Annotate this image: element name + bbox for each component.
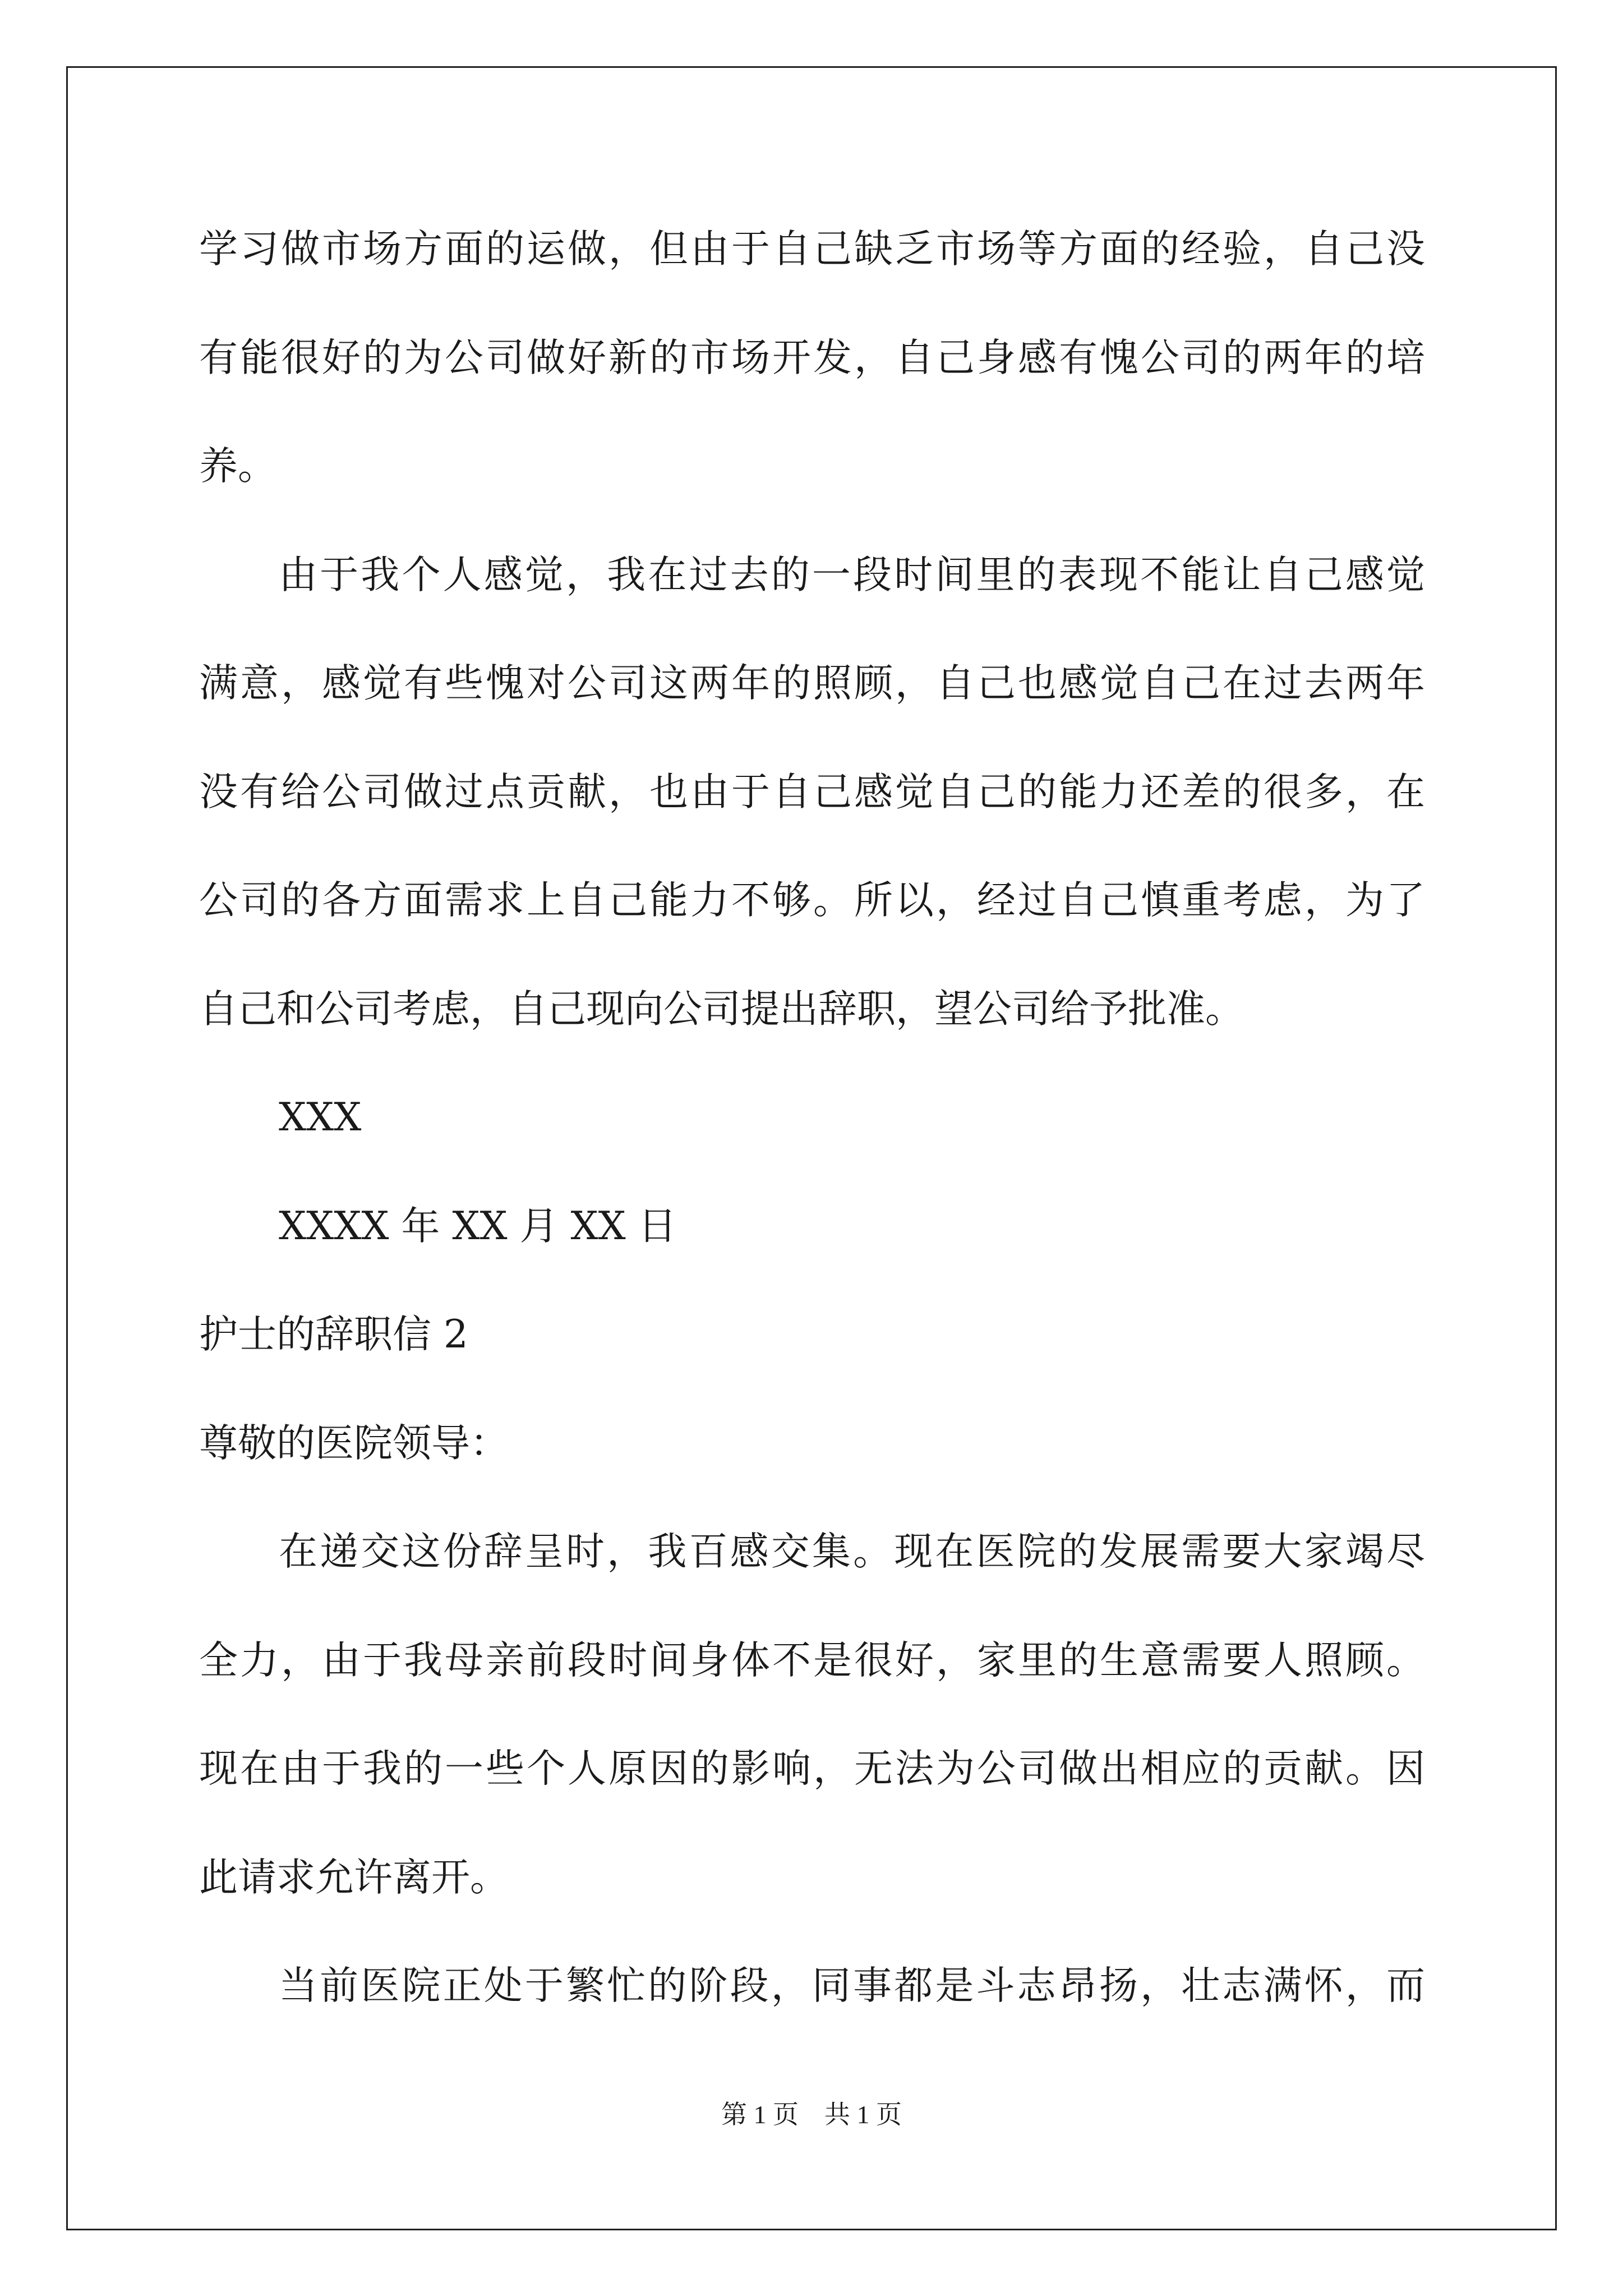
salutation: 尊敬的医院领导： xyxy=(199,1421,509,1466)
body-line-3: 养。 xyxy=(199,444,276,489)
body-line-2: 有能很好的为公司做好新的市场开发，自己身感有愧公司的两年的培 xyxy=(199,335,1425,380)
body-line-6: 没有给公司做过点贡献，也由于自己感觉自己的能力还差的很多，在 xyxy=(199,770,1425,815)
body-line-4: 由于我个人感觉，我在过去的一段时间里的表现不能让自己感觉 xyxy=(279,553,1425,597)
body-line-15: 现在由于我的一些个人原因的影响，无法为公司做出相应的贡献。因 xyxy=(199,1746,1425,1791)
body-line-5: 满意，感觉有些愧对公司这两年的照顾，自己也感觉自己在过去两年 xyxy=(199,661,1425,706)
body-line-16: 此请求允许离开。 xyxy=(199,1855,509,1900)
body-line-8: 自己和公司考虑，自己现向公司提出辞职，望公司给予批准。 xyxy=(199,987,1244,1032)
body-line-17: 当前医院正处于繁忙的阶段，同事都是斗志昂扬，壮志满怀，而 xyxy=(279,1963,1425,2008)
signature-name: XXX xyxy=(279,1095,362,1140)
page-border xyxy=(66,66,1557,2230)
body-line-13: 在递交这份辞呈时，我百感交集。现在医院的发展需要大家竭尽 xyxy=(279,1529,1425,1574)
section-title: 护士的辞职信 2 xyxy=(199,1312,468,1357)
body-line-1: 学习做市场方面的运做，但由于自己缺乏市场等方面的经验，自己没 xyxy=(199,227,1425,272)
signature-date: XXXX 年 XX 月 XX 日 xyxy=(279,1204,677,1249)
body-line-14: 全力，由于我母亲前段时间身体不是很好，家里的生意需要人照顾。 xyxy=(199,1638,1425,1683)
page-footer: 第 1 页 共 1 页 xyxy=(721,2100,902,2129)
body-line-7: 公司的各方面需求上自己能力不够。所以，经过自己慎重考虑，为了 xyxy=(199,878,1425,923)
